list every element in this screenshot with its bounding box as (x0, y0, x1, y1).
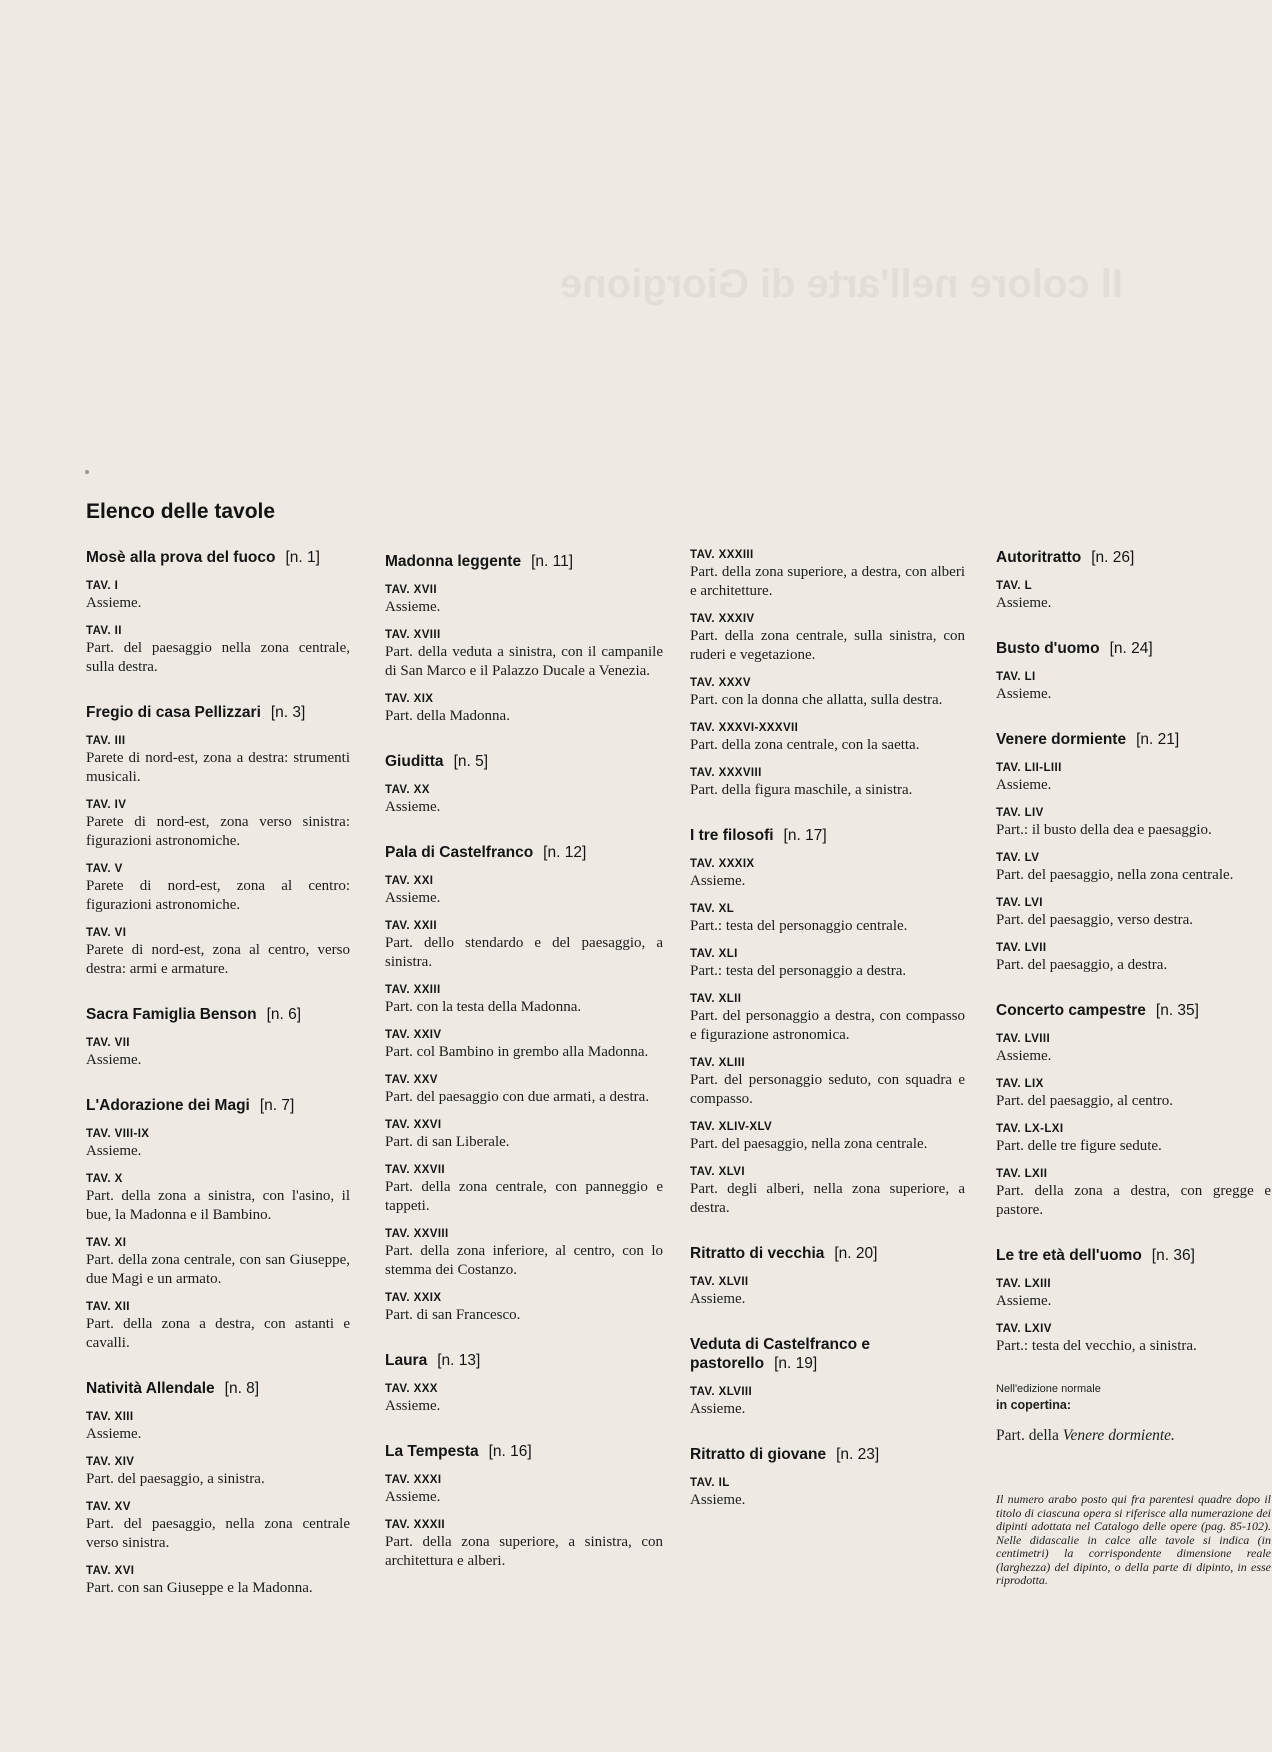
plate-entry (690, 612, 965, 665)
plate-description: Part. con la testa della Madonna. (385, 999, 582, 1015)
section (690, 548, 965, 800)
section-ref: [n. 13] (437, 1352, 481, 1369)
plate-label: TAV. XXIII (385, 984, 441, 996)
plate-label: TAV. XXVI (385, 1119, 442, 1131)
page-dot (85, 470, 89, 474)
plate-entry (996, 579, 1271, 613)
plate-entry (86, 1172, 350, 1225)
section-heading (690, 1244, 965, 1263)
plate-description: Part. della zona centrale, con san Giuseppe, due Magi e un armato. (86, 1252, 350, 1287)
plate-entry (86, 1036, 350, 1070)
column-4-sections (996, 548, 1271, 1356)
section-heading (690, 1445, 965, 1464)
section-title: Concerto campestre (996, 1002, 1146, 1019)
plate-label: TAV. XLIV-XLV (690, 1121, 773, 1133)
plate-description: Assieme. (385, 799, 441, 815)
plate-entry (385, 983, 663, 1017)
section-heading (86, 1005, 350, 1024)
plate-entry (385, 628, 663, 681)
plate-label: TAV. LXII (996, 1168, 1048, 1180)
plate-description: Part. di san Liberale. (385, 1134, 510, 1150)
plate-label: TAV. X (86, 1173, 123, 1185)
plate-entry (690, 548, 965, 601)
plate-description: Part. della zona superiore, a destra, con alberi e architetture. (690, 564, 965, 599)
plate-description: Part.: testa del vecchio, a sinistra. (996, 1338, 1197, 1354)
plate-label: TAV. XXX (385, 1383, 438, 1395)
plate-description: Assieme. (996, 1048, 1052, 1064)
plate-label: TAV. XLIII (690, 1057, 745, 1069)
plate-label: TAV. XXV (385, 1074, 438, 1086)
section-title: L'Adorazione dei Magi (86, 1097, 250, 1114)
plate-label: TAV. LX-LXI (996, 1123, 1064, 1135)
plate-entry (996, 761, 1271, 795)
plate-label: TAV. XXVIII (385, 1228, 449, 1240)
section-heading (690, 826, 965, 845)
plate-entry (385, 1518, 663, 1571)
plate-entry (86, 579, 350, 613)
section-heading (996, 1001, 1271, 1020)
section (690, 1445, 965, 1510)
section-heading (385, 552, 663, 571)
section-title: Busto d'uomo (996, 640, 1100, 657)
section-ref: [n. 12] (543, 844, 587, 861)
plate-description: Part. della zona inferiore, al centro, con lo stemma dei Costanzo. (385, 1243, 663, 1278)
plate-entry (690, 721, 965, 755)
plate-label: TAV. XLVIII (690, 1386, 753, 1398)
section-title: Ritratto di vecchia (690, 1245, 825, 1262)
plate-entry (996, 941, 1271, 975)
cover-desc-title: Venere dormiente. (1062, 1427, 1175, 1444)
plate-description: Part. della zona a destra, con astanti e cavalli. (86, 1316, 350, 1351)
plate-label: TAV. III (86, 735, 126, 747)
plate-label: TAV. XLVI (690, 1166, 745, 1178)
plate-label: TAV. LIV (996, 807, 1044, 819)
section-ref: [n. 23] (836, 1446, 880, 1463)
section (385, 752, 663, 817)
section-heading (690, 1335, 965, 1373)
plate-description: Part. dello stendardo e del paesaggio, a sinistra. (385, 935, 663, 970)
plate-entry (690, 992, 965, 1045)
plate-description: Assieme. (996, 686, 1052, 702)
section-ref: [n. 5] (453, 753, 489, 770)
page-title: Elenco delle tavole (86, 500, 276, 523)
plate-description: Part. del paesaggio, al centro. (996, 1093, 1174, 1109)
section-heading (86, 1096, 350, 1115)
section-title: I tre filosofi (690, 827, 774, 844)
plate-description: Assieme. (385, 1398, 441, 1414)
plate-description: Part. della zona a sinistra, con l'asino, il bue, la Madonna e il Bambino. (86, 1188, 350, 1223)
plate-entry (385, 692, 663, 726)
plate-entry (690, 766, 965, 800)
section-title: Sacra Famiglia Benson (86, 1006, 257, 1023)
section-title: La Tempesta (385, 1443, 479, 1460)
plate-label: TAV. XIII (86, 1411, 134, 1423)
section (996, 730, 1271, 975)
show-through-text: Il colore nell'arte di Giorgione (560, 262, 1123, 306)
plate-label: TAV. XXXIX (690, 858, 755, 870)
plate-description: Part. della zona centrale, con panneggio e tappeti. (385, 1179, 663, 1214)
section-title: Veduta di Castelfranco e pastorello (690, 1336, 871, 1372)
column-2 (385, 552, 663, 1597)
plate-entry (690, 676, 965, 710)
plate-entry (385, 874, 663, 908)
section-ref: [n. 11] (531, 553, 574, 570)
cover-note: Nell'edizione normale (996, 1383, 1101, 1395)
plate-entry (996, 896, 1271, 930)
plate-description: Assieme. (86, 1052, 142, 1068)
plate-label: TAV. II (86, 625, 122, 637)
plate-label: TAV. XXXI (385, 1474, 442, 1486)
plate-entry (996, 1122, 1271, 1156)
plate-entry (86, 624, 350, 677)
plate-label: TAV. XXXIII (690, 549, 754, 561)
plate-description: Part. del paesaggio nella zona centrale, sulla destra. (86, 640, 350, 675)
plate-description: Part. del paesaggio, nella zona centrale. (996, 867, 1234, 883)
plate-label: TAV. XXXVI-XXXVII (690, 722, 799, 734)
section-heading (385, 843, 663, 862)
section-title: Mosè alla prova del fuoco (86, 549, 276, 566)
plate-description: Part. della figura maschile, a sinistra. (690, 782, 913, 798)
plate-description: Part. degli alberi, nella zona superiore, a destra. (690, 1181, 965, 1216)
section (996, 1001, 1271, 1220)
plate-label: TAV. LXIII (996, 1278, 1051, 1290)
plate-label: TAV. IL (690, 1477, 730, 1489)
plate-entry (385, 1073, 663, 1107)
plate-description: Part. col Bambino in grembo alla Madonna. (385, 1044, 649, 1060)
plate-label: TAV. XIX (385, 693, 434, 705)
plate-label: TAV. XV (86, 1501, 131, 1513)
plate-label: TAV. XXXVIII (690, 767, 762, 779)
plate-entry (385, 583, 663, 617)
plate-label: TAV. XI (86, 1237, 127, 1249)
plate-label: TAV. XLVII (690, 1276, 749, 1288)
plate-description: Part. del paesaggio, nella zona centrale verso sinistra. (86, 1516, 350, 1551)
section-heading (996, 639, 1271, 658)
plate-entry (86, 1455, 350, 1489)
section-heading (385, 1442, 663, 1461)
plate-entry (385, 1163, 663, 1216)
column-1 (86, 548, 350, 1624)
plate-description: Assieme. (996, 777, 1052, 793)
plate-label: TAV. VIII-IX (86, 1128, 150, 1140)
section (996, 1246, 1271, 1356)
plate-entry (690, 1165, 965, 1218)
plate-description: Part. del personaggio seduto, con squadra e compasso. (690, 1072, 965, 1107)
plate-label: TAV. LV (996, 852, 1040, 864)
plate-description: Part.: testa del personaggio centrale. (690, 918, 908, 934)
plate-label: TAV. I (86, 580, 119, 592)
section-ref: [n. 17] (783, 827, 827, 844)
plate-description: Part. con san Giuseppe e la Madonna. (86, 1580, 313, 1596)
plate-entry (690, 1385, 965, 1419)
plate-entry (690, 902, 965, 936)
plate-label: TAV. L (996, 580, 1033, 592)
plate-label: TAV. XX (385, 784, 430, 796)
section-ref: [n. 1] (285, 549, 320, 566)
plate-description: Part. del paesaggio, nella zona centrale. (690, 1136, 928, 1152)
plate-description: Part. del paesaggio con due armati, a destra. (385, 1089, 650, 1105)
plate-entry (385, 919, 663, 972)
plate-entry (86, 926, 350, 979)
section (690, 1335, 965, 1419)
plate-entry (690, 1476, 965, 1510)
plate-label: TAV. XVIII (385, 629, 441, 641)
plate-description: Assieme. (690, 1401, 746, 1417)
plate-entry (996, 1322, 1271, 1356)
plate-description: Part.: testa del personaggio a destra. (690, 963, 907, 979)
plate-description: Part. del paesaggio, a sinistra. (86, 1471, 265, 1487)
section-title: Le tre età dell'uomo (996, 1247, 1142, 1264)
plate-label: TAV. LI (996, 671, 1036, 683)
plate-description: Assieme. (86, 595, 142, 611)
section-heading (86, 1379, 350, 1398)
section-title: Pala di Castelfranco (385, 844, 534, 861)
plate-description: Assieme. (385, 890, 441, 906)
plate-entry (996, 1077, 1271, 1111)
section-heading (385, 752, 663, 771)
plate-label: TAV. LIX (996, 1078, 1044, 1090)
section-heading (996, 548, 1271, 567)
section-title: Fregio di casa Pellizzari (86, 704, 261, 721)
footnote: Il numero arabo posto qui fra parentesi quadre dopo il titolo di ciascuna opera si riferisce alla numerazione dei dipinti adottata nel Catalogo delle opere (pag. 85-102). Nelle didascalie in calce alle tavole si indica (in centimetri) la corrispondente dimensione reale (larghezza) del dipinto, o della parte di dipinto, in esse riprodotta. (996, 1492, 1271, 1587)
section-heading (996, 730, 1271, 749)
plate-description: Part. della zona centrale, sulla sinistra, con ruderi e vegetazione. (690, 628, 965, 663)
plate-description: Part. della veduta a sinistra, con il campanile di San Marco e il Palazzo Ducale a Venezia. (385, 644, 663, 679)
section-heading (86, 703, 350, 722)
plate-label: TAV. XVII (385, 584, 437, 596)
plate-description: Part. di san Francesco. (385, 1307, 521, 1323)
section (86, 1096, 350, 1353)
plate-description: Parete di nord-est, zona verso sinistra: figurazioni astronomiche. (86, 814, 350, 849)
section (86, 703, 350, 979)
section-title: Ritratto di giovane (690, 1446, 827, 1463)
plate-entry (690, 857, 965, 891)
section-ref: [n. 20] (834, 1245, 878, 1262)
plate-label: TAV. LII-LIII (996, 762, 1062, 774)
section-heading (996, 1246, 1271, 1265)
section-title: Madonna leggente (385, 553, 522, 570)
section (385, 1442, 663, 1571)
cover-heading: in copertina: (996, 1398, 1072, 1412)
plate-label: TAV. XXII (385, 920, 437, 932)
plate-description: Parete di nord-est, zona al centro, verso destra: armi e armature. (86, 942, 350, 977)
section-ref: [n. 24] (1109, 640, 1153, 657)
column-3 (690, 548, 965, 1536)
plate-entry (690, 1056, 965, 1109)
section (86, 548, 350, 677)
plate-description: Assieme. (996, 595, 1052, 611)
plate-entry (996, 1167, 1271, 1220)
plate-entry (690, 1275, 965, 1309)
plate-entry (996, 1032, 1271, 1066)
plate-entry (996, 1277, 1271, 1311)
plate-label: TAV. XVI (86, 1565, 135, 1577)
section-title: Venere dormiente (996, 731, 1127, 748)
plate-label: TAV. XXIX (385, 1292, 442, 1304)
plate-description: Assieme. (86, 1426, 142, 1442)
plate-entry (996, 851, 1271, 885)
plate-entry (385, 1028, 663, 1062)
section-ref: [n. 19] (774, 1355, 818, 1372)
plate-label: TAV. V (86, 863, 123, 875)
section (86, 1005, 350, 1070)
plate-label: TAV. XXIV (385, 1029, 442, 1041)
section (996, 548, 1271, 613)
section-ref: [n. 16] (488, 1443, 532, 1460)
plate-label: TAV. VII (86, 1037, 130, 1049)
plate-label: TAV. IV (86, 799, 127, 811)
section (690, 826, 965, 1218)
plate-entry (690, 1120, 965, 1154)
section-ref: [n. 8] (224, 1380, 260, 1397)
plate-label: TAV. XII (86, 1301, 130, 1313)
plate-entry (86, 1564, 350, 1598)
plate-description: Parete di nord-est, zona al centro: figurazioni astronomiche. (86, 878, 350, 913)
section-ref: [n. 26] (1091, 549, 1135, 566)
plate-label: TAV. XL (690, 903, 735, 915)
plate-description: Part. del paesaggio, verso destra. (996, 912, 1194, 928)
section-heading (385, 1351, 663, 1370)
plate-description: Part. della Madonna. (385, 708, 510, 724)
section-title: Giuditta (385, 753, 444, 770)
plate-label: TAV. XXXIV (690, 613, 755, 625)
plate-label: TAV. LVI (996, 897, 1043, 909)
section-title: Autoritratto (996, 549, 1082, 566)
plate-entry (385, 1291, 663, 1325)
plate-label: TAV. XXXV (690, 677, 751, 689)
cover-desc-prefix: Part. della (996, 1427, 1063, 1444)
plate-entry (86, 862, 350, 915)
plate-description: Part. della zona superiore, a sinistra, con architettura e alberi. (385, 1534, 663, 1569)
plate-entry (86, 798, 350, 851)
plate-entry (86, 1500, 350, 1553)
plate-description: Part. con la donna che allatta, sulla destra. (690, 692, 943, 708)
plate-description: Assieme. (690, 873, 746, 889)
plate-description: Assieme. (996, 1293, 1052, 1309)
plate-description: Assieme. (690, 1291, 746, 1307)
plate-entry (86, 734, 350, 787)
cover-description (996, 1426, 1271, 1445)
plate-description: Assieme. (690, 1492, 746, 1508)
plate-description: Part. del personaggio a destra, con compasso e figurazione astronomica. (690, 1008, 965, 1043)
plate-entry (86, 1127, 350, 1161)
plate-label: TAV. XLII (690, 993, 742, 1005)
plate-entry (385, 1382, 663, 1416)
plate-entry (385, 1227, 663, 1280)
plate-description: Assieme. (86, 1143, 142, 1159)
plate-label: TAV. VI (86, 927, 127, 939)
plate-entry (996, 670, 1271, 704)
plate-description: Parete di nord-est, zona a destra: strumenti musicali. (86, 750, 350, 785)
plate-label: TAV. XIV (86, 1456, 135, 1468)
plate-label: TAV. LVII (996, 942, 1047, 954)
plate-description: Assieme. (385, 599, 441, 615)
section (385, 843, 663, 1325)
section-ref: [n. 3] (270, 704, 306, 721)
plate-description: Part. del paesaggio, a destra. (996, 957, 1168, 973)
section (996, 639, 1271, 704)
plate-description: Part. della zona a destra, con gregge e pastore. (996, 1183, 1271, 1218)
section-ref: [n. 6] (266, 1006, 302, 1023)
plate-label: TAV. XLI (690, 948, 738, 960)
section (385, 1351, 663, 1416)
section (86, 1379, 350, 1598)
section-ref: [n. 36] (1151, 1247, 1195, 1264)
section (690, 1244, 965, 1309)
plate-entry (385, 1118, 663, 1152)
section (385, 552, 663, 726)
plate-label: TAV. XXXII (385, 1519, 446, 1531)
section-title: Laura (385, 1352, 428, 1369)
plate-description: Part.: il busto della dea e paesaggio. (996, 822, 1212, 838)
plate-label: TAV. LVIII (996, 1033, 1051, 1045)
plate-entry (690, 947, 965, 981)
plate-label: TAV. LXIV (996, 1323, 1052, 1335)
plate-label: TAV. XXVII (385, 1164, 446, 1176)
section-heading (86, 548, 350, 567)
plate-entry (996, 806, 1271, 840)
plate-entry (385, 783, 663, 817)
section-ref: [n. 7] (259, 1097, 295, 1114)
plate-label: TAV. XXI (385, 875, 434, 887)
section-ref: [n. 35] (1155, 1002, 1199, 1019)
plate-entry (86, 1300, 350, 1353)
plate-description: Part. della zona centrale, con la saetta. (690, 737, 920, 753)
section-title: Natività Allendale (86, 1380, 215, 1397)
plate-entry (86, 1236, 350, 1289)
plate-entry (385, 1473, 663, 1507)
plate-entry (86, 1410, 350, 1444)
plate-description: Part. delle tre figure sedute. (996, 1138, 1162, 1154)
column-4 (996, 548, 1271, 1588)
plate-description: Assieme. (385, 1489, 441, 1505)
section-ref: [n. 21] (1136, 731, 1180, 748)
